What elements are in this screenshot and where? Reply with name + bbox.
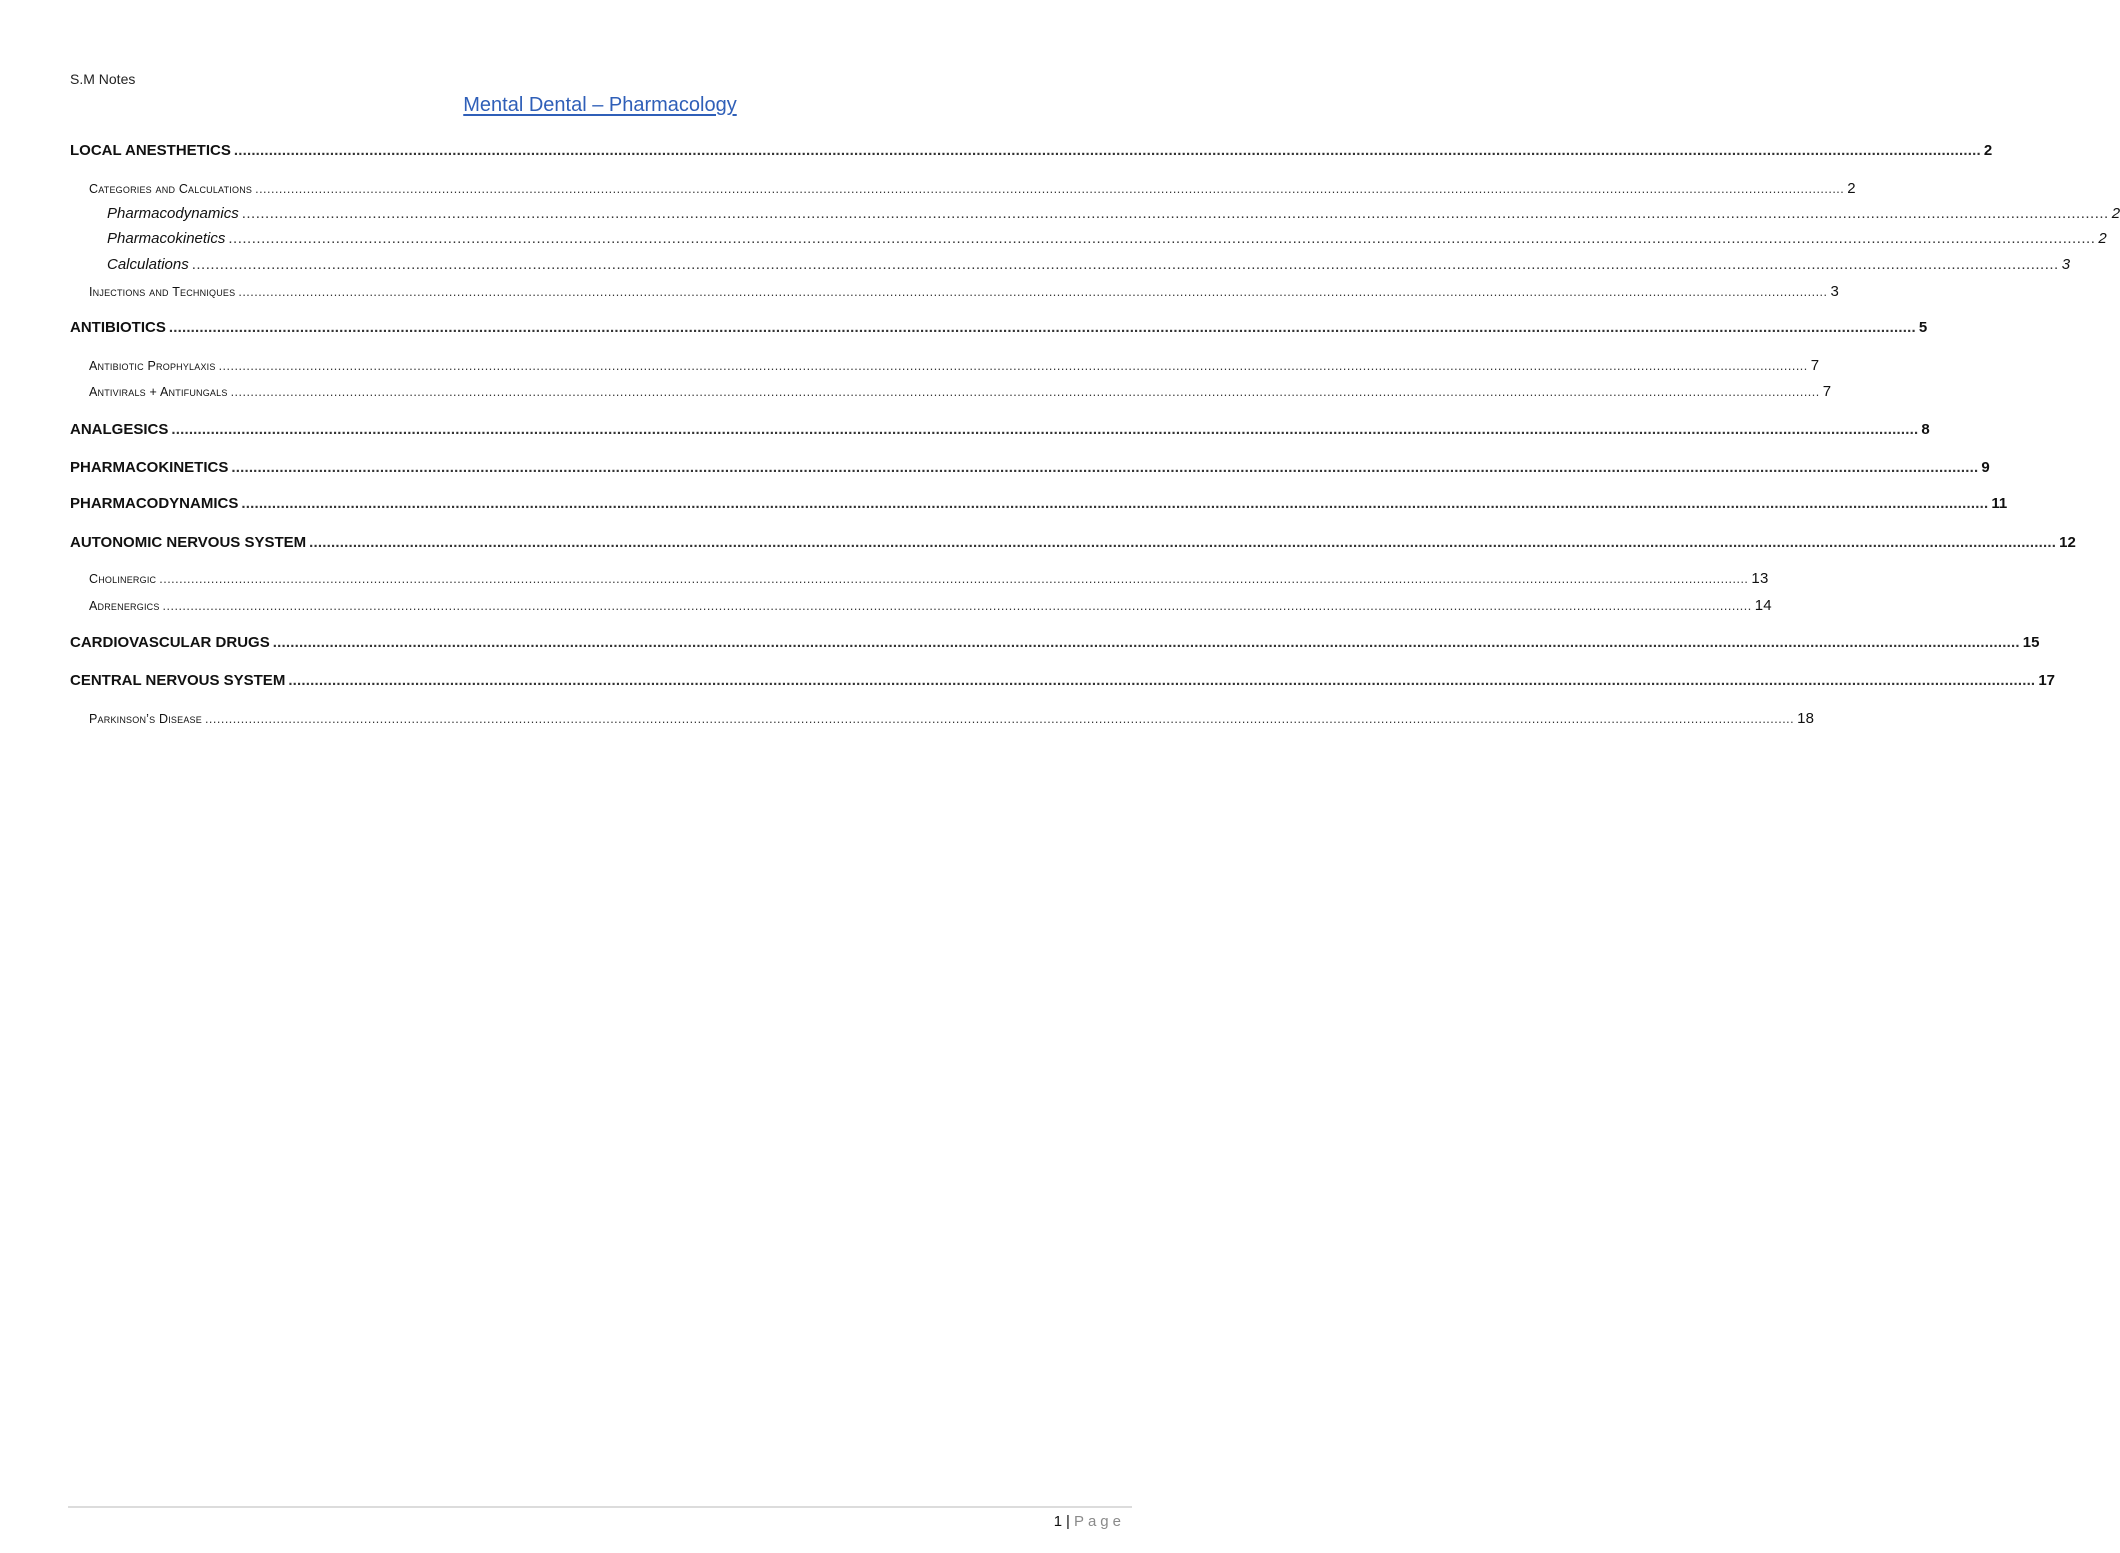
toc-entry-central-nervous-system[interactable]: [70, 671, 2055, 691]
toc-entry-label: Pharmacokinetics: [107, 230, 226, 247]
toc-entry-page: 7: [1822, 383, 1832, 400]
footer-page-word: Page: [1073, 1513, 1125, 1530]
toc-entry-page: 11: [1991, 495, 2008, 512]
toc-entry-injections-and-techniques[interactable]: [89, 282, 1840, 302]
toc-entry-page: 3: [2061, 256, 2071, 273]
toc-entry-antibiotics[interactable]: [70, 318, 1928, 338]
toc-entry-page: 8: [1921, 421, 1930, 438]
toc-leader-dots: ................................................................................................................................................................................................................................................................................................................................................................................................................: [168, 319, 1916, 336]
toc-leader-dots: ................................................................................................................................................................................................................................................................................................................................................................................................................: [191, 256, 2059, 273]
toc-entry-label: Categories and Calculations: [89, 182, 253, 196]
toc-entry-page: 13: [1751, 570, 1769, 587]
toc-entry-page: 14: [1754, 597, 1772, 614]
toc-entry-page: 2: [1847, 180, 1856, 197]
toc-entry-page: 9: [1981, 459, 1990, 476]
toc-leader-dots: ................................................................................................................................................................................................................................................................................................................................................................................................................: [241, 205, 2109, 222]
toc-entry-cholinergic[interactable]: [89, 569, 1769, 589]
toc-leader-dots: ................................................................................................................................................................................................................................................................................................................................................................................................................: [228, 230, 2096, 247]
toc-entry-page: 2: [2111, 205, 2120, 222]
toc-entry-page: 12: [2059, 534, 2076, 551]
toc-entry-pharmacokinetics-sub[interactable]: [107, 229, 2107, 249]
toc-entry-pharmacodynamics-sub[interactable]: [107, 204, 2120, 224]
toc-entry-page: 7: [1810, 357, 1820, 374]
toc-entry-page: 5: [1918, 319, 1928, 336]
toc-leader-dots: ................................................................................................................................................................................................................................................................................................................................................................................................................: [255, 182, 1845, 196]
toc-entry-page: 18: [1797, 710, 1815, 727]
page-footer: [1054, 1512, 1125, 1532]
toc-entry-label: PHARMACODYNAMICS: [70, 495, 239, 512]
toc-entry-label: Calculations: [107, 256, 189, 273]
toc-entry-label: Injections and Techniques: [89, 285, 236, 299]
toc-leader-dots: ................................................................................................................................................................................................................................................................................................................................................................................................................: [241, 495, 1989, 512]
toc-entry-label: Pharmacodynamics: [107, 205, 239, 222]
toc-entry-label: Adrenergics: [89, 599, 160, 613]
toc-entry-cardiovascular-drugs[interactable]: [70, 633, 2040, 653]
toc-entry-label: AUTONOMIC NERVOUS SYSTEM: [70, 534, 307, 551]
toc-entry-label: CARDIOVASCULAR DRUGS: [70, 634, 270, 651]
toc-entry-label: ANALGESICS: [70, 421, 169, 438]
toc-entry-local-anesthetics[interactable]: [70, 141, 1993, 161]
toc-entry-page: 2: [1983, 142, 1993, 159]
toc-leader-dots: ................................................................................................................................................................................................................................................................................................................................................................................................................: [218, 359, 1808, 373]
toc-leader-dots: ................................................................................................................................................................................................................................................................................................................................................................................................................: [230, 385, 1820, 399]
toc-entry-adrenergics[interactable]: [89, 596, 1772, 616]
toc-leader-dots: ................................................................................................................................................................................................................................................................................................................................................................................................................: [231, 459, 1979, 476]
toc-leader-dots: ................................................................................................................................................................................................................................................................................................................................................................................................................: [233, 142, 1981, 159]
toc-entry-antivirals-antifungals[interactable]: [89, 382, 1832, 402]
toc-entry-label: Cholinergic: [89, 572, 157, 586]
toc-entry-label: Parkinson’s Disease: [89, 712, 202, 726]
toc-entry-calculations[interactable]: [107, 255, 2071, 275]
footer-page-number: 1: [1053, 1513, 1063, 1530]
toc-entry-label: Antibiotic Prophylaxis: [89, 359, 216, 373]
toc-entry-label: CENTRAL NERVOUS SYSTEM: [70, 672, 286, 689]
toc-entry-pharmacodynamics[interactable]: [70, 494, 2008, 514]
toc-entry-pharmacokinetics[interactable]: [70, 458, 1990, 478]
toc-entry-autonomic-nervous-system[interactable]: [70, 533, 2076, 553]
toc-leader-dots: ................................................................................................................................................................................................................................................................................................................................................................................................................: [272, 634, 2020, 651]
toc-entry-page: 2: [2098, 230, 2107, 247]
toc-entry-categories-and-calculations[interactable]: [89, 179, 1856, 199]
footer-separator: |: [1066, 1513, 1070, 1530]
toc-leader-dots: ................................................................................................................................................................................................................................................................................................................................................................................................................: [238, 285, 1828, 299]
header-text: S.M Notes: [70, 71, 136, 87]
toc-leader-dots: ................................................................................................................................................................................................................................................................................................................................................................................................................: [309, 534, 2057, 551]
toc-entry-label: ANTIBIOTICS: [70, 319, 166, 336]
toc-entry-page: 3: [1830, 283, 1840, 300]
toc-leader-dots: ................................................................................................................................................................................................................................................................................................................................................................................................................: [159, 572, 1749, 586]
toc-leader-dots: ................................................................................................................................................................................................................................................................................................................................................................................................................: [162, 599, 1752, 613]
toc-entry-parkinsons-disease[interactable]: [89, 709, 1815, 729]
toc-leader-dots: ................................................................................................................................................................................................................................................................................................................................................................................................................: [171, 421, 1919, 438]
toc-leader-dots: ................................................................................................................................................................................................................................................................................................................................................................................................................: [288, 672, 2036, 689]
toc-entry-label: Antivirals + Antifungals: [89, 385, 228, 399]
toc-leader-dots: ................................................................................................................................................................................................................................................................................................................................................................................................................: [204, 712, 1795, 726]
toc-entry-page: 17: [2038, 672, 2055, 689]
toc-entry-label: LOCAL ANESTHETICS: [70, 142, 231, 159]
footer-divider: [68, 1506, 1132, 1508]
toc-entry-page: 15: [2022, 634, 2040, 651]
toc-entry-label: PHARMACOKINETICS: [70, 459, 229, 476]
document-title[interactable]: Mental Dental – Pharmacology: [463, 94, 737, 116]
toc-entry-analgesics[interactable]: [70, 420, 1930, 440]
toc-entry-antibiotic-prophylaxis[interactable]: [89, 356, 1820, 376]
